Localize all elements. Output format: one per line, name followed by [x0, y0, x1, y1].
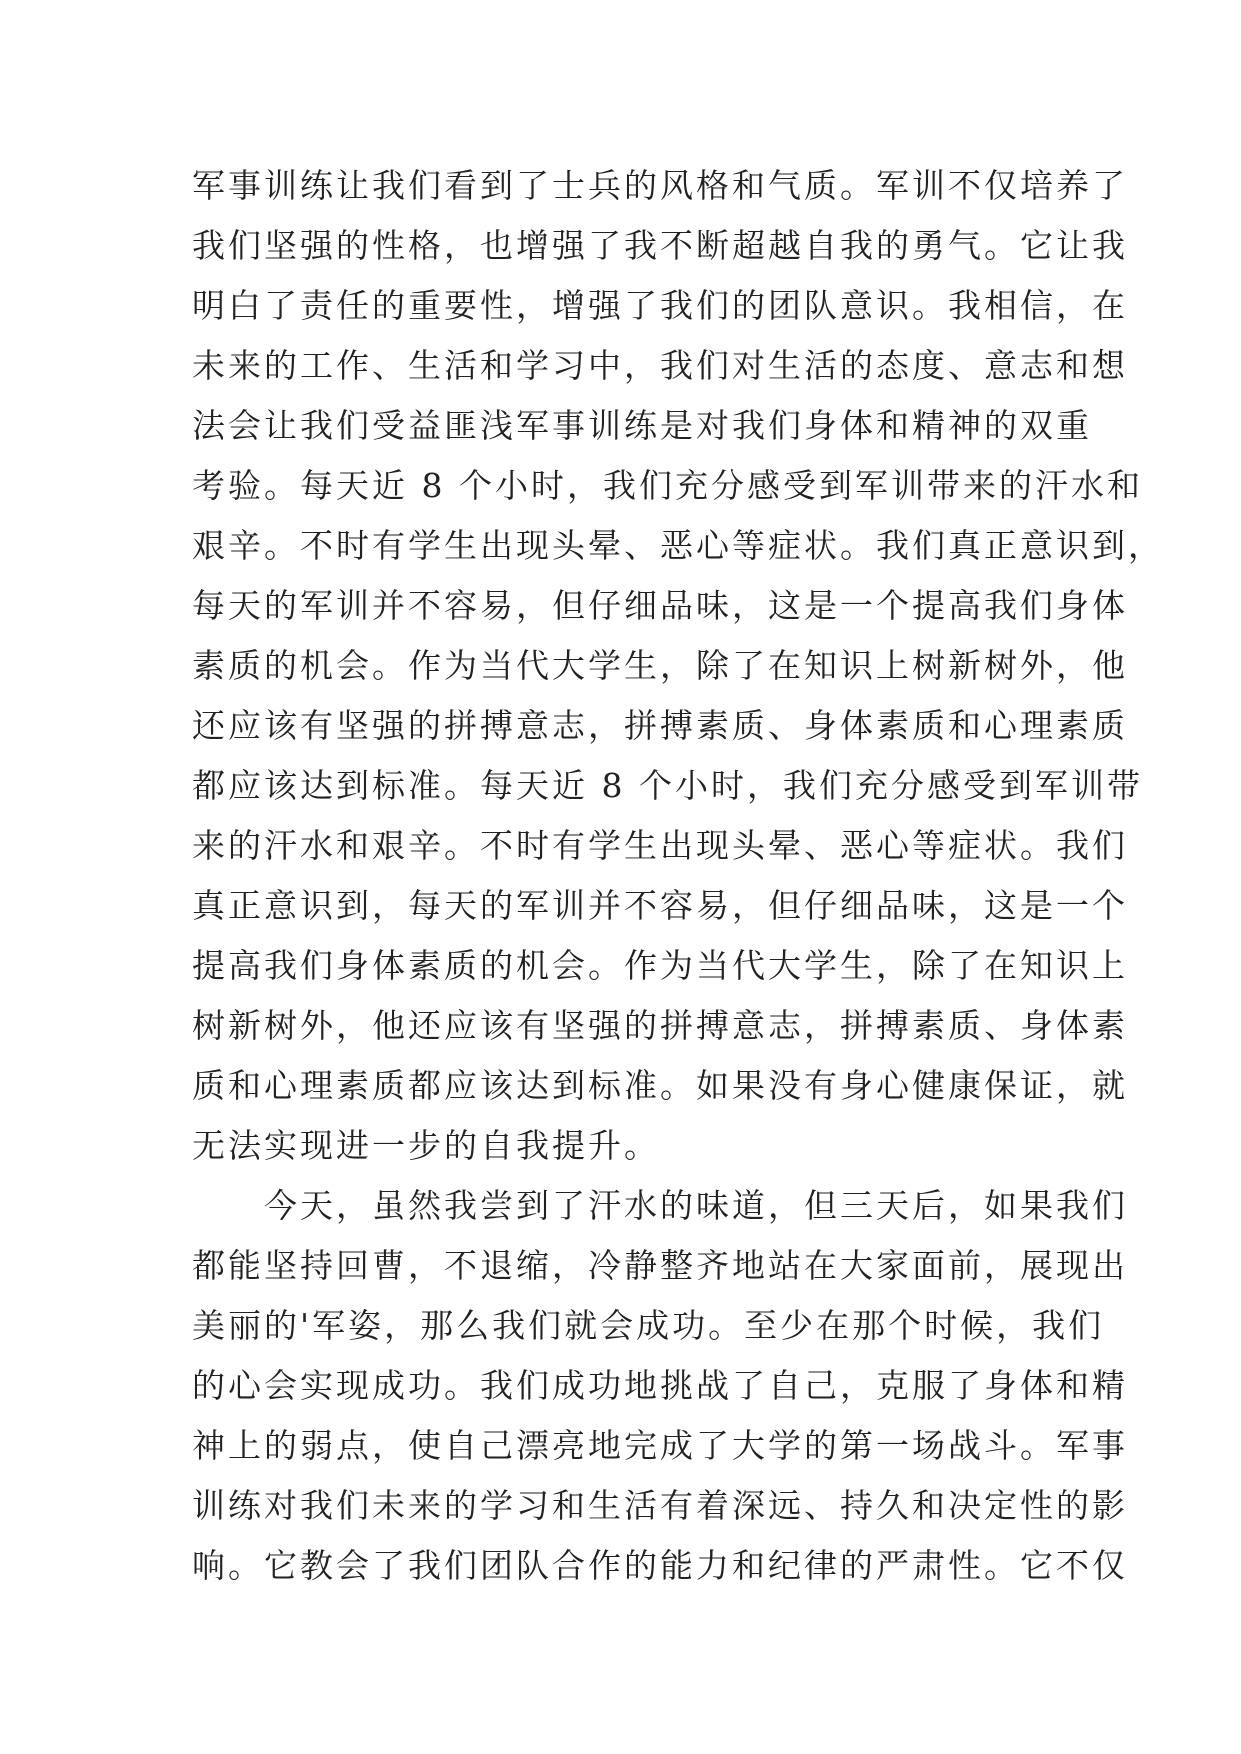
text-line: 美丽的'军姿，那么我们就会成功。至少在那个时候，我们: [192, 1306, 1105, 1345]
text-line: 都应该达到标准。每天近 8 个小时，我们充分感受到军训带: [192, 766, 1143, 805]
text-line: 真正意识到，每天的军训并不容易，但仔细品味，这是一个: [192, 886, 1128, 925]
text-line: 提高我们身体素质的机会。作为当代大学生，除了在知识上: [192, 946, 1128, 985]
text-line: 的心会实现成功。我们成功地挑战了自己，克服了身体和精: [192, 1366, 1128, 1405]
text-line: 我们坚强的性格，也增强了我不断超越自我的勇气。它让我: [192, 226, 1128, 265]
text-line: 神上的弱点，使自己漂亮地完成了大学的第一场战斗。军事: [192, 1426, 1128, 1465]
text-line: 未来的工作、生活和学习中，我们对生活的态度、意志和想: [192, 346, 1128, 385]
text-line: 明白了责任的重要性，增强了我们的团队意识。我相信，在: [192, 286, 1128, 325]
text-line: 训练对我们未来的学习和生活有着深远、持久和决定性的影: [192, 1486, 1128, 1525]
text-line: 今天，虽然我尝到了汗水的味道，但三天后，如果我们: [192, 1186, 1128, 1225]
text-line: 树新树外，他还应该有坚强的拼搏意志，拼搏素质、身体素: [192, 1006, 1128, 1045]
body-text: [192, 156, 1164, 1596]
text-line: 响。它教会了我们团队合作的能力和纪律的严肃性。它不仅: [192, 1546, 1128, 1585]
text-line: 法会让我们受益匪浅军事训练是对我们身体和精神的双重: [192, 406, 1092, 445]
text-line: 素质的机会。作为当代大学生，除了在知识上树新树外，他: [192, 646, 1128, 685]
text-line: 质和心理素质都应该达到标准。如果没有身心健康保证，就: [192, 1066, 1128, 1105]
text-line: 来的汗水和艰辛。不时有学生出现头晕、恶心等症状。我们: [192, 826, 1128, 865]
text-line: 每天的军训并不容易，但仔细品味，这是一个提高我们身体: [192, 586, 1128, 625]
text-line: 艰辛。不时有学生出现头晕、恶心等症状。我们真正意识到，: [192, 526, 1164, 565]
text-line: 无法实现进一步的自我提升。: [192, 1126, 660, 1165]
text-line: 考验。每天近 8 个小时，我们充分感受到军训带来的汗水和: [192, 466, 1143, 505]
text-line: 还应该有坚强的拼搏意志，拼搏素质、身体素质和心理素质: [192, 706, 1128, 745]
text-line: 军事训练让我们看到了士兵的风格和气质。军训不仅培养了: [192, 166, 1128, 205]
text-line: 都能坚持回曹，不退缩，冷静整齐地站在大家面前，展现出: [192, 1246, 1128, 1285]
